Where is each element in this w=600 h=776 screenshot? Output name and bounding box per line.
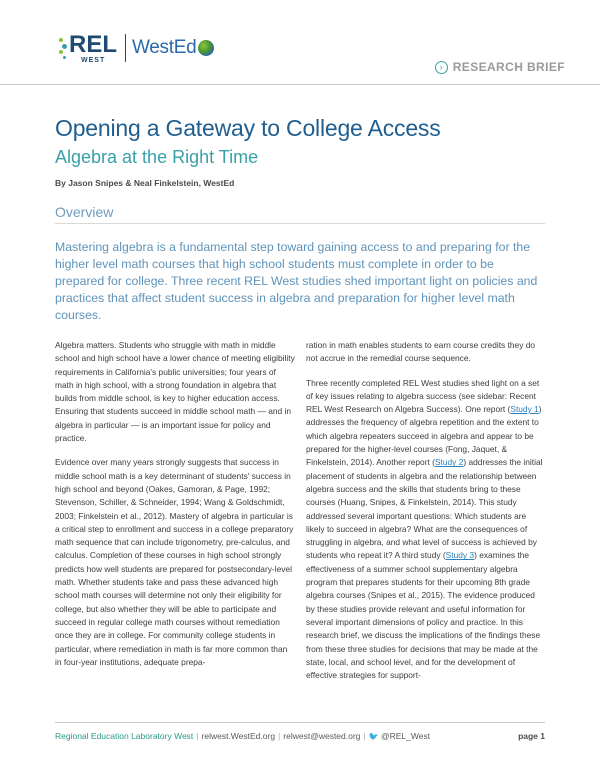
footer-website-link[interactable]: relwest.WestEd.org [201, 731, 276, 741]
body-text: Three recently completed REL West studies shed light on a set of key issues relating to algebra success (see sidebar: Recent REL West Research on Algebra Success). One report ( [306, 377, 540, 415]
document-subtitle: Algebra at the Right Time [55, 147, 259, 167]
body-paragraph: ration in math enables students to earn course credits they do not accrue in the remedial course sequence. [306, 340, 536, 364]
header-divider [0, 84, 600, 85]
footer-separator: | [196, 731, 199, 741]
footer-separator: | [363, 731, 366, 741]
author-byline: By Jason Snipes & Neal Finkelstein, WestEd [55, 178, 235, 188]
footer-lab-name: Regional Education Laboratory West [55, 731, 194, 741]
body-text: ) examines the effectiveness of a summer school supplementary algebra program that prepares students for their upcoming 8th grade algebra courses (Snipes et al., 2015). The evidence produced by these studies provide relevant and useful information for several important dimensions of policy and practice. In this research brief, we discuss the implications of the findings these from these three studies for decisions that may be made at the state, local, and school level, and for the development of effective strategies for support- [306, 550, 541, 681]
twitter-bird-icon: 🐦 [368, 732, 379, 741]
rel-logo-subtext: WEST [81, 57, 106, 64]
intro-paragraph: Mastering algebra is a fundamental step toward gaining access to and preparing for the higher level math courses that high school students must complete in order to be prepared for college. Three recent REL West studies shed important light on policies and practices that affect student success in algebra and preparation for higher level math courses. [55, 240, 538, 322]
research-brief-label [435, 60, 565, 74]
chevron-right-icon: › [435, 61, 448, 74]
study-1-link[interactable]: Study 1 [510, 404, 539, 415]
footer-divider [55, 722, 545, 723]
study-2-link[interactable]: Study 2 [434, 457, 464, 468]
section-divider [55, 223, 545, 224]
footer-twitter-handle[interactable]: @REL_West [380, 731, 431, 741]
body-text: ) addresses the initial placement of students in algebra and the relationship between algebra success and the skills that students bring to these courses (Huang, Snipes, & Finkelstein, 2014). This study addressed several important questions: Which students are likely to succeed in algebra? What are the consequences of struggling in algebra, and what level of success is achieved by students who repeat it? A third study ( [306, 457, 543, 561]
left-column [55, 339, 295, 680]
body-text: ) addresses the frequency of algebra repetition and the extent to which algebra repeaters succeed in algebra and appear to be prepared for the higher-level courses (Fong, Jaquet, & Finkelstein, 2014). Another report ( [306, 404, 542, 468]
footer-email-link[interactable]: relwest@wested.org [283, 731, 361, 741]
page-number: page 1 [518, 731, 545, 741]
right-column [306, 339, 546, 693]
rel-west-logo [59, 31, 121, 68]
footer [55, 731, 545, 741]
logo-divider [125, 34, 126, 62]
footer-separator: | [278, 731, 281, 741]
wested-logo-text: WestEd [132, 37, 197, 58]
globe-icon [198, 40, 214, 56]
research-brief-text: RESEARCH BRIEF [452, 60, 565, 74]
wested-logo [132, 37, 214, 59]
study-3-link[interactable]: Study 3 [445, 550, 475, 561]
body-paragraph: Algebra matters. Students who struggle with math in middle school and high school have a lower chance of meeting eligibility requirements in California's public universities; four years of math in high school, with a strong foundation in algebra that builds from middle school, is key to higher education access. Ensuring that students succeed in middle school math — and in algebra in particular — is an important issue for policy and practice. [55, 340, 295, 444]
body-paragraph [306, 377, 546, 683]
document-title: Opening a Gateway to College Access [55, 115, 441, 141]
section-heading-overview: Overview [55, 204, 114, 220]
rel-logo-text: REL [69, 31, 117, 58]
body-paragraph: Evidence over many years strongly suggests that success in middle school math is a key determinant of students' success in high school and beyond (Oakes, Gamoran, & Page, 1992; Stevenson, Schiller, & Schneider, 1994; Wang & Goldschmidt, 2003; Finkelstein et al., 2012). Mastery of algebra in particular is a critical step to enrollment and success in a college preparatory math sequence that can include trigonometry, pre-calculus, and calculus. Completion of these courses in high school strongly predicts how well students are prepared for postsecondary-level math. Whether students take and pass these advanced high school math courses will determine not only their eligibility for college, but also whether they will be able to participate and succeed in regular college math courses without remediation once they are in college. For community college students in particular, where remediation in math is far more common than in four-year institutions, adequate prepa- [55, 457, 294, 667]
